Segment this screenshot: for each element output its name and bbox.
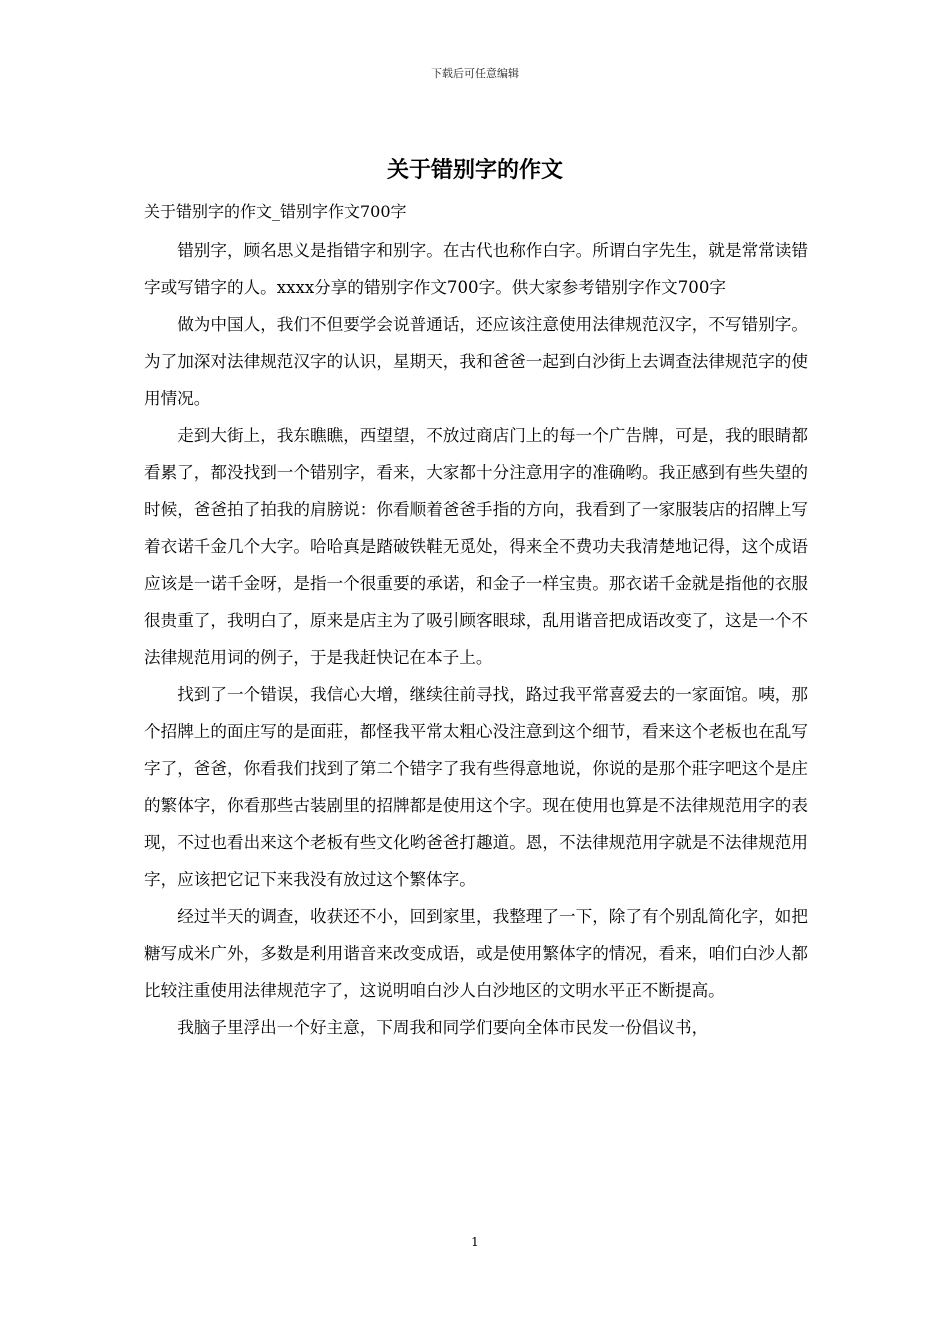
- paragraph: 找到了一个错误，我信心大增，继续往前寻找，路过我平常喜爱去的一家面馆。咦，那个招牌上的面庄写的是面莊，都怪我平常太粗心没注意到这个细节，看来这个老板也在乱写字了，爸爸，你看我们找到了第二个错字了我有些得意地说，你说的是那个莊字吧这个是庄的繁体字，你看那些古装剧里的招牌都是使用这个字。现在使用也算是不法律规范用字的表现，不过也看出来这个老板有些文化哟爸爸打趣道。恩，不法律规范用字就是不法律规范用字，应该把它记下来我没有放过这个繁体字。: [144, 685, 808, 889]
- document-subtitle: 关于错别字的作文_错别字作文700字: [144, 202, 407, 221]
- document-title: 关于错别字的作文: [386, 157, 563, 183]
- paragraph: 错别字，顾名思义是指错字和别字。在古代也称作白字。所谓白字先生，就是常常读错字或写错字的人。xxxx分享的错别字作文700字。供大家参考错别字作文700字: [144, 241, 808, 297]
- paragraph: 走到大街上，我东瞧瞧，西望望，不放过商店门上的每一个广告牌，可是，我的眼睛都看累了，都没找到一个错别字，看来，大家都十分注意用字的准确哟。我正感到有些失望的时候，爸爸拍了拍我的肩膀说：你看顺着爸爸手指的方向，我看到了一家服装店的招牌上写着衣诺千金几个大字。哈哈真是踏破铁鞋无觅处，得来全不费功夫我清楚地记得，这个成语应该是一诺千金呀，是指一个很重要的承诺，和金子一样宝贵。那衣诺千金就是指他的衣服很贵重了，我明白了，原来是店主为了吸引顾客眼球，乱用谐音把成语改变了，这是一个不法律规范用词的例子，于是我赶快记在本子上。: [144, 426, 808, 667]
- page-header-note: 下载后可任意编辑: [431, 67, 519, 80]
- paragraph: 我脑子里浮出一个好主意，下周我和同学们要向全体市民发一份倡议书，: [177, 1018, 709, 1037]
- page-number: 1: [471, 1235, 479, 1249]
- paragraph: 做为中国人，我们不但要学会说普通话，还应该注意使用法律规范汉字，不写错别字。为了加深对法律规范汉字的认识，星期天，我和爸爸一起到白沙街上去调查法律规范字的使用情况。: [144, 315, 808, 408]
- document-body: [144, 232, 808, 1046]
- paragraph: 经过半天的调查，收获还不小，回到家里，我整理了一下，除了有个别乱简化字，如把糖写成米广外，多数是利用谐音来改变成语，或是使用繁体字的情况，看来，咱们白沙人都比较注重使用法律规范字了，这说明咱白沙人白沙地区的文明水平正不断提高。: [144, 907, 808, 1000]
